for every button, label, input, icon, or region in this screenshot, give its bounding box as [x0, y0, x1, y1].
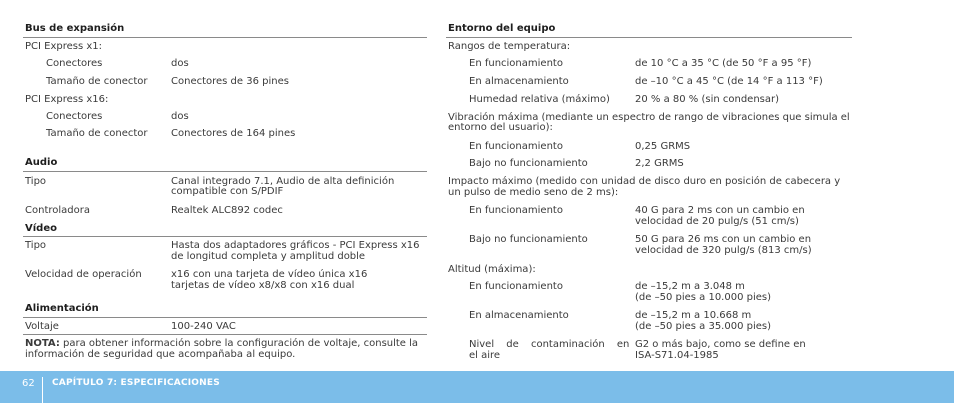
page-number: 62: [22, 378, 35, 389]
contamination-value-1: G2 o más bajo, como se define en: [635, 339, 806, 350]
vibration-op-value: 0,25 GRMS: [635, 141, 691, 152]
video-speed-value-2: tarjetas de vídeo x8/x8 con x16 dual: [171, 280, 355, 291]
voltage-label: Voltaje: [25, 321, 59, 332]
shock-off-label: Bajo no funcionamiento: [469, 234, 588, 245]
x1-size-value: Conectores de 36 pines: [171, 76, 289, 87]
audio-type-value-2: compatible con S/PDIF: [171, 186, 284, 197]
power-rule: [23, 317, 427, 318]
altitude-title: Altitud (máxima):: [448, 264, 536, 275]
note-label: NOTA:: [25, 338, 60, 349]
page-footer: [0, 371, 954, 403]
vibration-title-2: entorno del usuario):: [448, 122, 553, 133]
temp-op-value: de 10 °C a 35 °C (de 50 °F a 95 °F): [635, 58, 812, 69]
vibration-off-value: 2,2 GRMS: [635, 158, 684, 169]
chapter-title: CAPÍTULO 7: ESPECIFICACIONES: [52, 378, 220, 388]
contamination-label-2: el aire: [469, 350, 501, 361]
altitude-storage-label: En almacenamiento: [469, 310, 569, 321]
video-rule: [23, 236, 427, 237]
vibration-title-1: Vibración máxima (mediante un espectro de rango de vibraciones que simula el: [448, 112, 850, 123]
altitude-storage-value-2: (de –50 pies a 35.000 pies): [635, 321, 772, 332]
temp-storage-value: de –10 °C a 45 °C (de 14 °F a 113 °F): [635, 76, 823, 87]
temp-storage-label: En almacenamiento: [469, 76, 569, 87]
note-text-1: para obtener información sobre la configuración de voltaje, consulte la: [59, 338, 419, 349]
x16-size-value: Conectores de 164 pines: [171, 128, 296, 139]
shock-off-value-1: 50 G para 26 ms con un cambio en: [635, 234, 812, 245]
humidity-label: Humedad relativa (máximo): [469, 94, 610, 105]
x16-size-label: Tamaño de conector: [46, 128, 148, 139]
bus-rule: [23, 37, 427, 38]
shock-title-2: un pulso de medio seno de 2 ms):: [448, 187, 619, 198]
video-speed-label: Velocidad de operación: [25, 269, 142, 280]
temp-title: Rangos de temperatura:: [448, 41, 571, 52]
altitude-op-value-2: (de –50 pies a 10.000 pies): [635, 292, 772, 303]
vibration-off-label: Bajo no funcionamiento: [469, 158, 588, 169]
pci-x16-label: PCI Express x16:: [25, 94, 109, 105]
contamination-value-2: ISA-S71.04-1985: [635, 350, 719, 361]
pci-x1-label: PCI Express x1:: [25, 41, 103, 52]
audio-controller-label: Controladora: [25, 205, 90, 216]
x16-connectors-value: dos: [171, 111, 189, 122]
audio-type-label: Tipo: [25, 176, 47, 187]
shock-op-label: En funcionamiento: [469, 205, 563, 216]
voltage-rule: [23, 334, 427, 335]
video-type-value-1: Hasta dos adaptadores gráficos - PCI Express x16: [171, 240, 420, 251]
environment-rule: [446, 37, 852, 38]
audio-heading: Audio: [25, 157, 58, 168]
shock-off-value-2: velocidad de 320 pulg/s (813 cm/s): [635, 245, 812, 256]
power-heading: Alimentación: [25, 303, 99, 314]
x1-size-label: Tamaño de conector: [46, 76, 148, 87]
temp-op-label: En funcionamiento: [469, 58, 563, 69]
video-speed-value-1: x16 con una tarjeta de vídeo única x16: [171, 269, 368, 280]
note-text-2: información de seguridad que acompañaba al equipo.: [25, 349, 296, 360]
voltage-value: 100-240 VAC: [171, 321, 236, 332]
footer-divider: [42, 377, 43, 403]
video-type-label: Tipo: [25, 240, 47, 251]
note-paragraph: [25, 338, 418, 349]
shock-op-value-2: velocidad de 20 pulg/s (51 cm/s): [635, 216, 799, 227]
audio-rule: [23, 171, 427, 172]
audio-controller-value: Realtek ALC892 codec: [171, 205, 283, 216]
x16-connectors-label: Conectores: [46, 111, 103, 122]
bus-heading: Bus de expansión: [25, 23, 125, 34]
contamination-label-1: Nivel de contaminación en: [469, 339, 630, 350]
vibration-op-label: En funcionamiento: [469, 141, 563, 152]
environment-heading: Entorno del equipo: [448, 23, 556, 34]
shock-op-value-1: 40 G para 2 ms con un cambio en: [635, 205, 805, 216]
humidity-value: 20 % a 80 % (sin condensar): [635, 94, 780, 105]
x1-connectors-label: Conectores: [46, 58, 103, 69]
audio-type-value-1: Canal integrado 7.1, Audio de alta definición: [171, 176, 395, 187]
x1-connectors-value: dos: [171, 58, 189, 69]
altitude-op-value-1: de –15,2 m a 3.048 m: [635, 281, 745, 292]
video-type-value-2: de longitud completa y amplitud doble: [171, 251, 366, 262]
video-heading: Vídeo: [25, 223, 57, 234]
altitude-op-label: En funcionamiento: [469, 281, 563, 292]
altitude-storage-value-1: de –15,2 m a 10.668 m: [635, 310, 752, 321]
shock-title-1: Impacto máximo (medido con unidad de disco duro en posición de cabecera y: [448, 176, 841, 187]
